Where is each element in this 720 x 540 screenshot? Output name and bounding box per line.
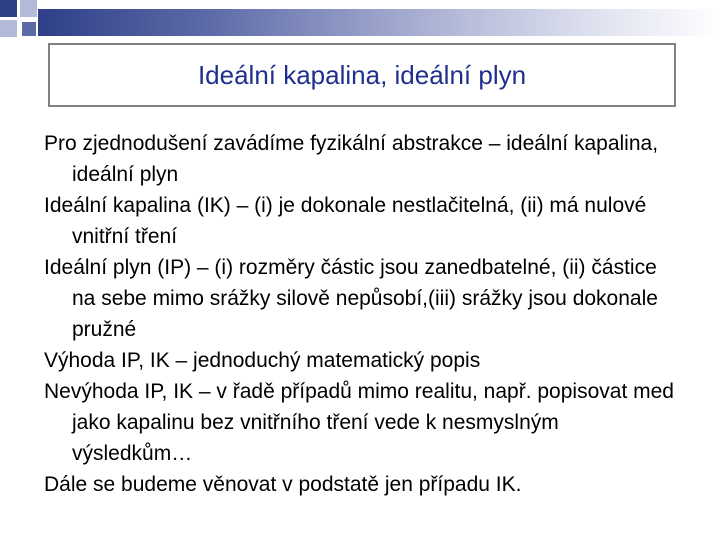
bullet-paragraph xyxy=(44,469,684,500)
decor-square xyxy=(20,0,37,17)
bullet-paragraph xyxy=(44,376,684,469)
decor-square xyxy=(0,0,17,17)
slide-content xyxy=(44,128,684,500)
paragraph-text: Výhoda IP, IK – jednoduchý matematický popis xyxy=(44,349,481,372)
paragraph-text: Ideální plyn (IP) – (i) rozměry částic jsou zanedbatelné, (ii) částice na sebe mimo srážky silově nepůsobí,(iii) srážky jsou dokonale pružné xyxy=(44,256,658,341)
decor-square xyxy=(22,22,36,36)
paragraph-text: Nevýhoda IP, IK – v řadě případů mimo realitu, např. popisovat med jako kapalinu bez vnitřního tření vede k nesmyslným výsledkům… xyxy=(44,380,674,465)
bullet-paragraph xyxy=(44,190,684,252)
paragraph-text: Dále se budeme věnovat v podstatě jen případu IK. xyxy=(44,473,522,496)
bullet-paragraph xyxy=(44,128,684,190)
paragraph-text: Pro zjednodušení zavádíme fyzikální abstrakce – xyxy=(44,132,507,155)
slide-title: Ideální kapalina, ideální plyn xyxy=(197,60,527,90)
bullet-paragraph xyxy=(44,252,684,345)
decor-square xyxy=(0,20,17,37)
title-box xyxy=(48,43,676,107)
paragraph-highlight: ideální kapalina, ideální plyn xyxy=(72,132,659,186)
paragraph-text: Ideální kapalina (IK) – (i) je dokonale nestlačitelná, (ii) má nulové vnitřní tření xyxy=(44,194,647,248)
bullet-paragraph xyxy=(44,345,684,376)
header-gradient-band xyxy=(38,9,720,36)
